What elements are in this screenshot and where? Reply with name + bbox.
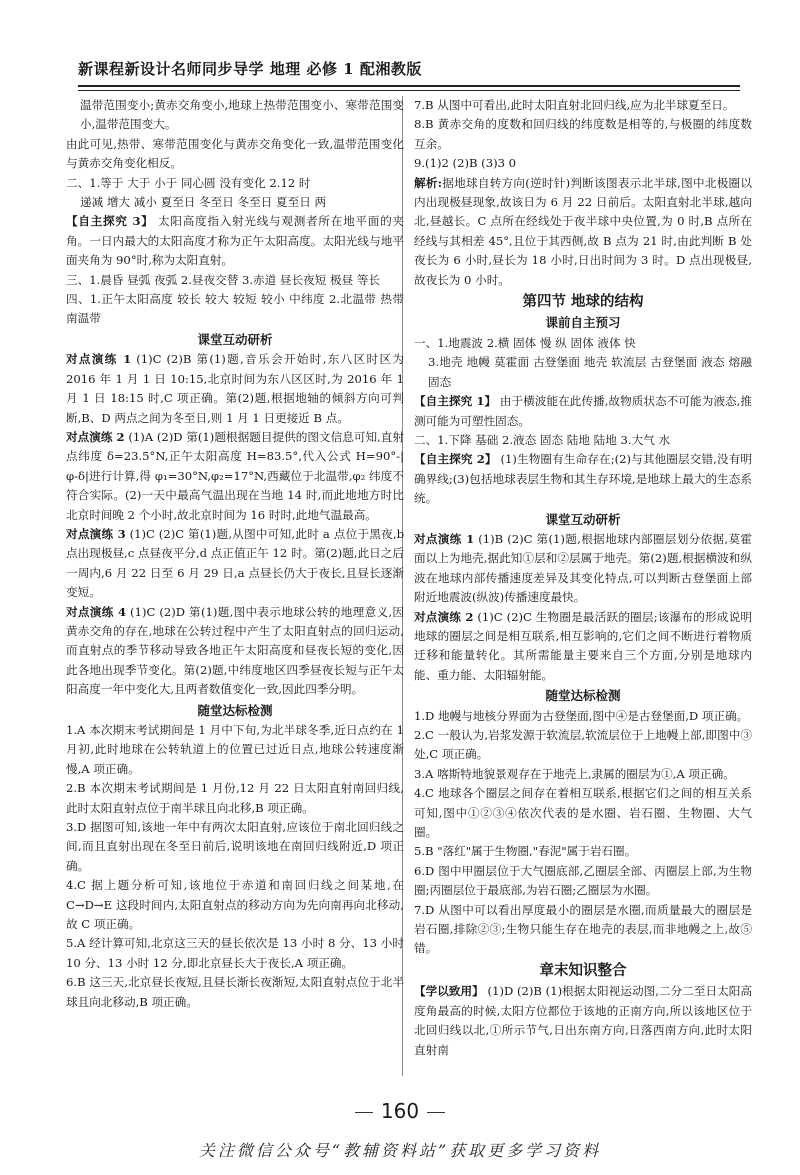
question-answer: 5.B "落红"属于生物圈,"春泥"属于岩石圈。 bbox=[414, 844, 637, 859]
question-answer: 7.B 从图中可看出,此时太阳直射北回归线,应为北半球夏至日。 bbox=[414, 98, 735, 112]
question-answer: 9.(1)2 (2)B (3)3 0 bbox=[414, 156, 517, 171]
answer-line: 递减 增大 减小 夏至日 冬至日 冬至日 夏至日 两 bbox=[80, 195, 327, 210]
paragraph: 温带范围变小;黄赤交角变小,地球上热带范围变小、寒带范围变小,温带范围变大。 bbox=[80, 98, 404, 132]
left-column bbox=[66, 96, 404, 1012]
exercise-text: (1)C (2)D 第(1)题,图中表示地球公转的地理意义,因黄赤交角的存在,地球在公转过程中产生了太阳直射点的回归运动,而直射点的季节移动导致各地正午太阳高度和昼夜长短的变化,因此各地出现季节变化。第(2)题,中纬度地区四季昼夜长短与正午太阳高度一年中变化大,且两者数值变化一致,因此四季分明。 bbox=[66, 604, 404, 697]
exercise-tag: 对点演练 1 bbox=[414, 531, 475, 546]
page-number bbox=[0, 1099, 800, 1123]
application-text: (1)D (2)B (1)根据太阳视运动图,二分二至日太阳高度角最高的时候,太阳方位都位于该地的正南方向,所以该地区位于北回归线以北,①所示节气,日出东南方向,日落西南方向,此时太阳直射南 bbox=[414, 984, 752, 1057]
question-answer: 4.C 地球各个圈层之间存在着相互联系,根据它们之间的相互关系可知,图中①②③④依次代表的是水圈、岩石圈、生物圈、大气圈。 bbox=[414, 786, 752, 840]
inquiry-tag: 【自主探究 2】 bbox=[414, 452, 497, 467]
question-answer: 2.B 本次期末考试期间是 1 月份,12 月 22 日太阳直射南回归线,此时太阳直射点位于南半球且向北移,B 项正确。 bbox=[66, 781, 404, 815]
header-rule bbox=[78, 90, 740, 91]
exercise-tag: 对点演练 2 bbox=[414, 609, 474, 624]
paragraph: 由此可见,热带、寒带范围变化与黄赤交角变化一致,温带范围变化与黄赤交角变化相反。 bbox=[66, 136, 404, 171]
inquiry-tag: 【自主探究 1】 bbox=[414, 394, 497, 409]
page-number-value: 160 bbox=[380, 1099, 420, 1123]
page-number-dash bbox=[355, 1112, 373, 1113]
question-answer: 6.B 这三天,北京昼长夜短,且昼长渐长夜渐短,太阳直射点位于北半球且向北移动,B 项正确。 bbox=[66, 975, 404, 1009]
exercise-text: (1)B (2)C 第(1)题,根据地球内部圈层划分依据,莫霍面以上为地壳,据此知①层和②层属于地壳。第(2)题,根据横波和纵波在地球内部传播速度差异及其变化特点,可以判断古登堡面上部附近地震波(纵波)传播速度最快。 bbox=[414, 531, 752, 605]
header-title: 新课程新设计名师同步导学 地理 必修 1 配湘教版 bbox=[78, 60, 422, 78]
inquiry-tag: 【自主探究 3】 bbox=[66, 214, 154, 229]
section-heading: 课堂互动研析 bbox=[197, 331, 273, 347]
section-heading: 随堂达标检测 bbox=[545, 688, 621, 704]
inquiry-text: 由于横波能在此传播,故物质状态不可能为液态,推测可能为可塑性固态。 bbox=[414, 394, 753, 428]
exercise-tag: 对点演练 2 bbox=[66, 429, 125, 444]
question-answer: 4.C 据上题分析可知,该地位于赤道和南回归线之间某地,在 C→D→E 这段时间内,太阳直射点的移动方向为先向南再向北移动,故 C 项正确。 bbox=[66, 878, 404, 932]
question-answer: 1.D 地幔与地核分界面为古登堡面,图中④是古登堡面,D 项正确。 bbox=[414, 708, 749, 723]
exercise-text: (1)A (2)D 第(1)题根据题目提供的图文信息可知,直射点纬度 δ=23.5°N,正午太阳高度 H=83.5°,代入公式 H=90°-|φ-δ|进行计算,得 φ₁=30°N,φ₂=17°N,西藏位于北温带,φ₂ 纬度不符合实际。(2)一天中最高气温出现在当地 14 时,而此地地方时比北京时间晚 2 个小时,故北京时间为 16 时时,此地气温最高。 bbox=[66, 429, 404, 522]
question-answer: 2.C 一般认为,岩浆发源于软流层,软流层位于上地幔上部,即图中③处,C 项正确。 bbox=[414, 728, 752, 762]
exercise-text: (1)C (2)C 第(1)题,从图中可知,此时 a 点位于黑夜,b 点出现极昼,c 点昼夜平分,d 点正值正午 12 时。第(2)题,此日之后一周内,6 月 22 日至 6 月 29 日,a 点昼长仍大于夜长,且昼长逐渐变短。 bbox=[66, 526, 405, 600]
answer-line: 二、1.下降 基础 2.液态 固态 陆地 陆地 3.大气 水 bbox=[414, 432, 671, 447]
inquiry-text: (1)生物圈有生命存在;(2)与其他圈层交错,没有明确界线;(3)包括地球表层生物和其生存环境,是地球上最大的生态系统。 bbox=[414, 452, 752, 506]
question-answer: 3.D 据图可知,该地一年中有两次太阳直射,应该位于南北回归线之间,而且直射出现在冬至日前后,说明该地在南回归线附近,D 项正确。 bbox=[66, 820, 404, 873]
chapter-section-title: 第四节 地球的结构 bbox=[522, 293, 644, 311]
answer-line: 三、1.晨昏 昼弧 夜弧 2.昼夜交替 3.赤道 昼长夜短 极昼 等长 bbox=[66, 272, 381, 287]
section-heading: 随堂达标检测 bbox=[197, 702, 273, 718]
right-column bbox=[414, 96, 752, 1060]
page-number-dash bbox=[427, 1112, 445, 1113]
analysis-tag: 解析: bbox=[414, 175, 442, 190]
exercise-text: (1)C (2)C 生物圈是最活跃的圈层;该瀑布的形成说明地球的圈层之间是相互联系,相互影响的,它们之间不断进行着物质迁移和能量转化。其所需能量主要来自三个方面,分别是地球内能、重力能、太阳辐射能。 bbox=[414, 609, 752, 682]
answer-line: 二、1.等于 大于 小于 同心圆 没有变化 2.12 时 bbox=[66, 175, 311, 190]
answer-line: 一、1.地震波 2.横 固体 慢 纵 固体 液体 快 bbox=[414, 335, 636, 350]
analysis-text: 据地球自转方向(逆时针)判断该图表示北半球,图中北极圈以内出现极昼现象,故该日为 6 月 22 日前后。太阳直射北半球,越向北,昼越长。C 点所在经线处于夜半球中央位置,为 0 时,B 点所在经线与其相差 45°,且位于其西侧,故 B 点为 21 时,由此判断 B 处夜长为 6 小时,昼长为 18 小时,日出时间为 3 时。D 点出现极昼,故夜长为 0 小时。 bbox=[414, 175, 753, 287]
chapter-summary-title: 章末知识整合 bbox=[539, 961, 627, 979]
question-answer: 8.B 黄赤交角的度数和回归线的纬度数是相等的,与极圈的纬度数互余。 bbox=[414, 117, 752, 151]
question-answer: 6.D 图中甲圈层位于大气圈底部,乙圈层全部、丙圈层上部,为生物圈;丙圈层位于最底部,为岩石圈;乙圈层为水圈。 bbox=[414, 863, 752, 898]
exercise-tag: 对点演练 3 bbox=[66, 526, 126, 541]
application-tag: 【学以致用】 bbox=[414, 984, 484, 999]
exercise-tag: 对点演练 1 bbox=[66, 352, 132, 367]
exercise-tag: 对点演练 4 bbox=[66, 604, 127, 619]
footer-note: 关注微信公众号“教辅资料站”获取更多学习资料 bbox=[198, 1141, 602, 1160]
question-answer: 1.A 本次期末考试期间是 1 月中下旬,为北半球冬季,近日点约在 1 月初,此时地球在公转轨道上的位置已过近日点,地球公转速度渐慢,A 项正确。 bbox=[66, 723, 404, 776]
answer-line: 四、1.正午太阳高度 较长 较大 较短 较小 中纬度 2.北温带 热带 南温带 bbox=[66, 292, 404, 326]
section-heading: 课堂互动研析 bbox=[545, 511, 621, 527]
answer-line: 3.地壳 地幔 莫霍面 古登堡面 地壳 软流层 古登堡面 液态 熔融 固态 bbox=[428, 355, 752, 389]
page-header bbox=[78, 58, 740, 87]
inquiry-text: 太阳高度指入射光线与观测者所在地平面的夹角。一日内最大的太阳高度才称为正午太阳高度。太阳光线与地平面夹角为 90°时,称为太阳直射。 bbox=[66, 214, 405, 268]
section-heading: 课前自主预习 bbox=[545, 315, 621, 331]
question-answer: 3.A 喀斯特地貌景观存在于地壳上,隶属的圈层为①,A 项正确。 bbox=[414, 766, 735, 781]
question-answer: 7.D 从图中可以看出厚度最小的圈层是水圈,而质量最大的圈层是岩石圈,排除②③;生物只能生存在地壳的表层,而非地幔之上,故⑤错。 bbox=[414, 902, 752, 956]
question-answer: 5.A 经计算可知,北京这三天的昼长依次是 13 小时 8 分、13 小时 10 分、13 小时 12 分,即北京昼长大于夜长,A 项正确。 bbox=[66, 936, 404, 970]
exercise-text: (1)C (2)B 第(1)题,音乐会开始时,东八区时区为 2016 年 1 月 1 日 10:15,北京时间为东八区区时,为 2016 年 1 月 1 日 18:15 时,C 项正确。第(2)题,根据地轴的倾斜方向可判断,B、D 两点之间为冬至日,则 1 月 1 日更接近 B 点。 bbox=[66, 352, 404, 425]
